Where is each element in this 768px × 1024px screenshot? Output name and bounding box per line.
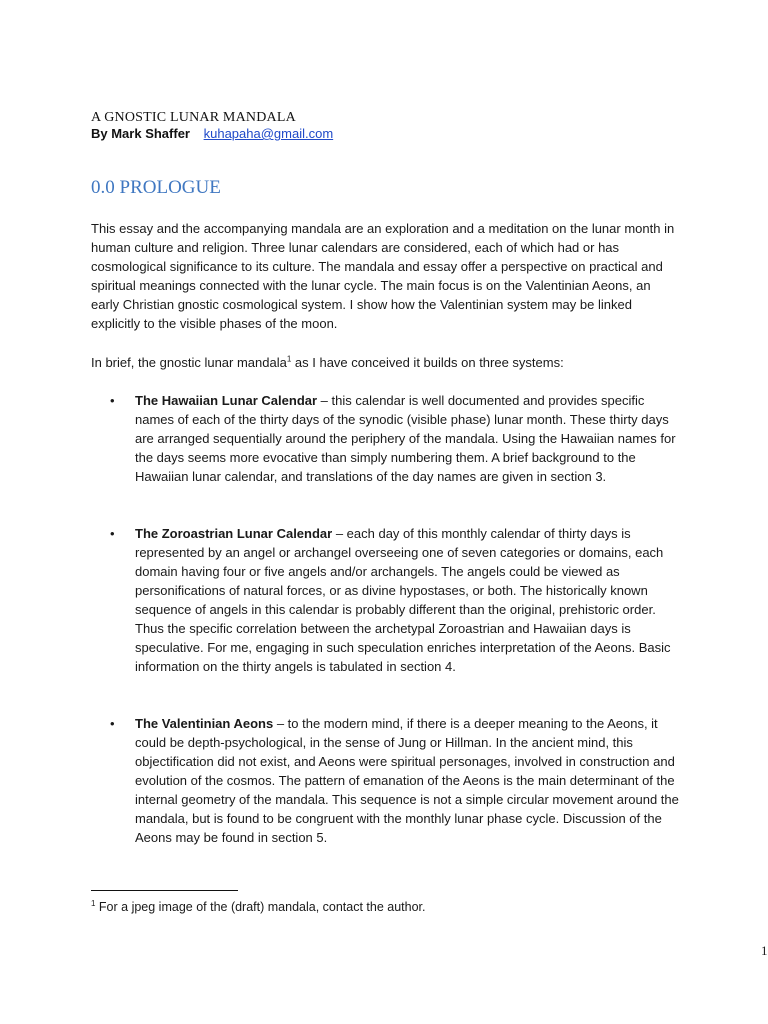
list-item-body: – this calendar is well documented and provides specific names of each of the thirty days of the synodic (visible phase) lunar month. These thirty days are arranged sequentially around the periphery of the mandala. Using the Hawaiian names for the days seems more evocative than simply numbering them. A brief background to the Hawaiian lunar calendar, and translations of the day names are given in section 3. [135, 393, 676, 484]
list-item-term: The Zoroastrian Lunar Calendar [135, 526, 333, 541]
list-item-term: The Hawaiian Lunar Calendar [135, 393, 318, 408]
list-item-body: – to the modern mind, if there is a deeper meaning to the Aeons, it could be depth-psychological, in the sense of Jung or Hillman. In the ancient mind, this objectification did not exist, and Aeons were spiritual personages, involved in construction and evolution of the cosmos. The pattern of emanation of the Aeons is the main determinant of the internal geometry of the mandala. This sequence is not a simple circular movement around the mandala, but is found to be congruent with the monthly lunar phase cycle. Discussion of the Aeons may be found in section 5. [135, 716, 679, 845]
systems-intro-text: In brief, the gnostic lunar mandala [91, 355, 287, 370]
document-title: A GNOSTIC LUNAR MANDALA [91, 110, 296, 125]
bullet-icon: • [110, 526, 115, 541]
list-item-text [135, 714, 681, 847]
intro-paragraph: This essay and the accompanying mandala are an exploration and a meditation on the lunar month in human culture and religion. Three lunar calendars are considered, each of which had or has cosmological significance to its culture. The mandala and essay offer a perspective on practical and spiritual meanings connected with the lunar cycle. The main focus is on the Valentinian Aeons, an early Christian gnostic cosmological system. I show how the Valentinian system may be linked explicitly to the visible phases of the moon. [91, 221, 675, 331]
section-heading: 0.0 PROLOGUE [91, 177, 221, 198]
byline-author: By Mark Shaffer [91, 126, 190, 141]
list-item-text [135, 391, 681, 486]
systems-intro-text-end: as I have conceived it builds on three systems: [291, 355, 564, 370]
footnote-reference[interactable]: 1 [286, 354, 292, 364]
footnote [91, 898, 426, 916]
bullet-icon: • [110, 716, 115, 731]
author-email-link[interactable]: kuhapaha@gmail.com [203, 126, 334, 141]
bullet-icon: • [110, 393, 115, 408]
footnote-separator [91, 890, 238, 891]
list-item-text [135, 524, 681, 676]
list-item-term: The Valentinian Aeons [135, 716, 274, 731]
systems-intro-paragraph [91, 353, 681, 372]
footnote-mark: 1 [91, 898, 96, 908]
page-number: 1 [761, 943, 768, 958]
footnote-text: For a jpeg image of the (draft) mandala, contact the author. [95, 900, 426, 914]
list-item-body: – each day of this monthly calendar of thirty days is represented by an angel or archangel overseeing one of seven categories or domains, each domain having four or five angels and/or archangels. The angels could be viewed as personifications of natural forces, or as divine hypostases, or both. The historically known sequence of angels in this calendar is probably different than the original, prehistoric order. Thus the specific correlation between the archetypal Zoroastrian and Hawaiian days is speculative. For me, engaging in such speculation enriches interpretation of the Aeons. Basic information on the thirty angels is tabulated in section 4. [135, 526, 671, 674]
byline [91, 126, 333, 141]
